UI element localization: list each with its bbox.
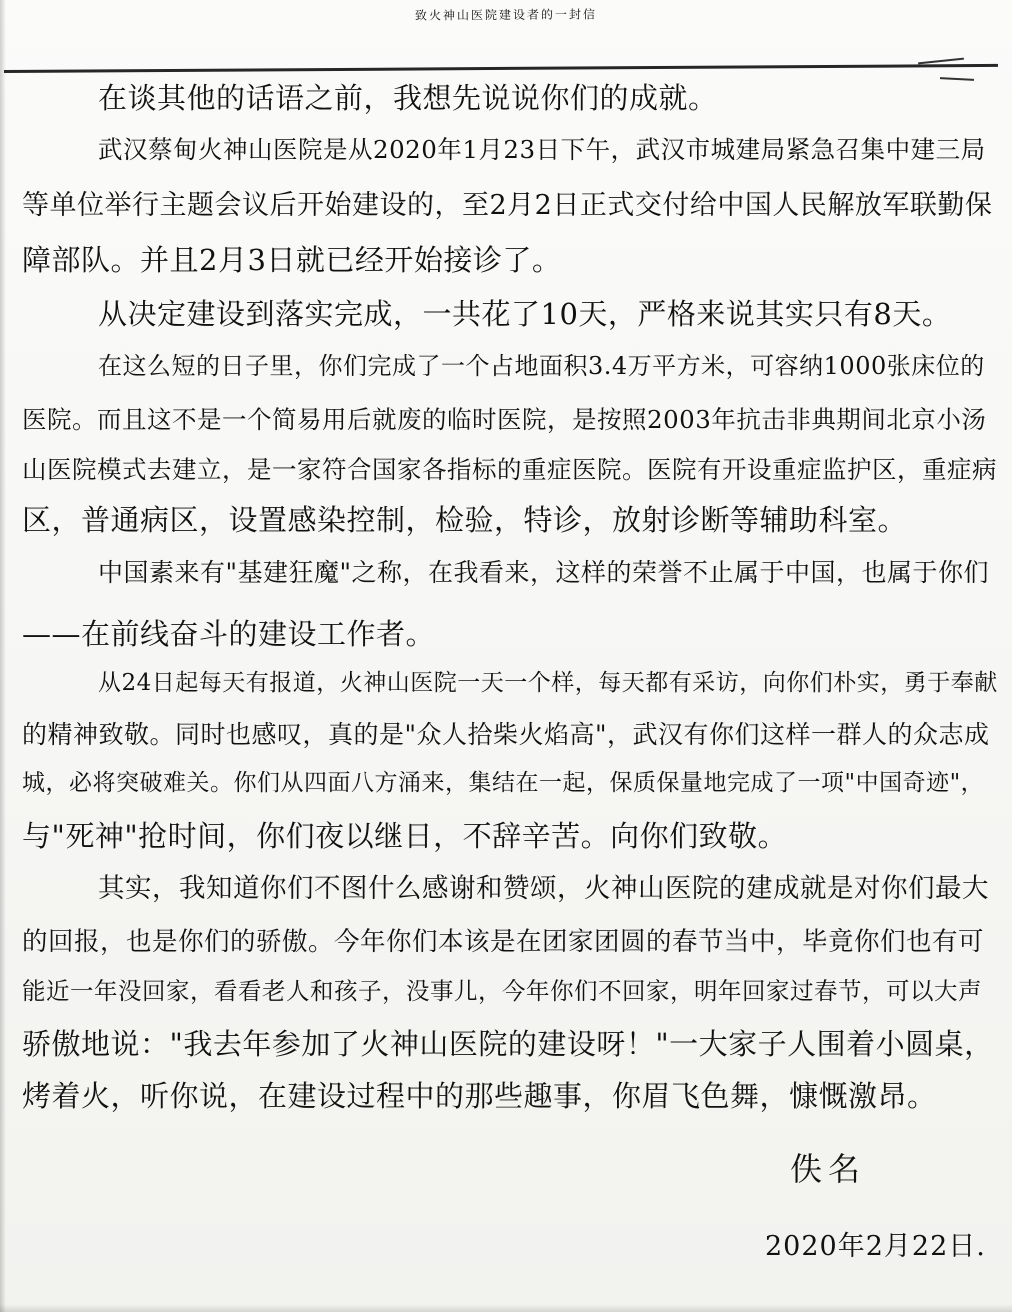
letter-line: 武汉蔡甸火神山医院是从2020年1月23日下午，武汉市城建局紧急召集中建三局 xyxy=(98,135,986,164)
letter-line: 中国素来有"基建狂魔"之称，在我看来，这样的荣誉不止属于中国，也属于你们 xyxy=(98,558,990,587)
ink-mark xyxy=(940,77,974,81)
letter-line: 的精神致敬。同时也感叹，真的是"众人拾柴火焰高"，武汉有你们这样一群人的众志成 xyxy=(22,720,990,749)
letter-line: 与"死神"抢时间，你们夜以继日，不辞辛苦。向你们致敬。 xyxy=(22,819,788,853)
letter-line: 区，普通病区，设置感染控制，检验，特诊，放射诊断等辅助科室。 xyxy=(22,503,908,537)
letter-line: 医院。而且这不是一个简易用后就废的临时医院，是按照2003年抗击非典期间北京小汤 xyxy=(22,405,987,434)
letter-line: 的回报，也是你们的骄傲。今年你们本该是在团家团圆的春节当中，毕竟你们也有可 xyxy=(22,927,985,957)
letter-line: 骄傲地说："我去年参加了火神山医院的建设呀！"一大家子人围着小圆桌， xyxy=(22,1027,994,1061)
letter-date: 2020年2月22日. xyxy=(765,1231,986,1262)
letter-line: 烤着火，听你说，在建设过程中的那些趣事，你眉飞色舞，慷慨激昂。 xyxy=(22,1079,937,1113)
letter-line: 山医院模式去建立，是一家符合国家各指标的重症医院。医院有开设重症监护区，重症病 xyxy=(22,455,997,484)
letter-title: 致火神山医院建设者的一封信 xyxy=(414,7,598,23)
page-bottom-shadow xyxy=(0,1304,1012,1312)
letter-line: ——在前线奋斗的建设工作者。 xyxy=(22,617,436,651)
signature: 佚名 xyxy=(790,1150,867,1188)
letter-line: 障部队。并且2月3日就已经开始接诊了。 xyxy=(22,243,562,277)
letter-line: 在这么短的日子里，你们完成了一个占地面积3.4万平方米，可容纳1000张床位的 xyxy=(98,352,985,380)
letter-line: 城，必将突破难关。你们从四面八方涌来，集结在一起，保质保量地完成了一项"中国奇迹"， xyxy=(22,770,985,796)
title-underline xyxy=(4,64,998,73)
letter-line: 从决定建设到落实完成，一共花了10天，严格来说其实只有8天。 xyxy=(98,297,952,331)
letter-line: 等单位举行主题会议后开始建设的，至2月2日正式交付给中国人民解放军联勤保 xyxy=(22,190,993,221)
letter-line: 在谈其他的话语之前，我想先说说你们的成就。 xyxy=(98,81,718,115)
page-edge-shadow xyxy=(0,0,6,1312)
letter-line: 从24日起每天有报道，火神山医院一天一个样，每天都有采访，向你们朴实，勇于奉献 xyxy=(98,670,998,696)
letter-line: 其实，我知道你们不图什么感谢和赞颂，火神山医院的建成就是对你们最大 xyxy=(98,873,989,904)
letter-line: 能近一年没回家，看看老人和孩子，没事儿，今年你们不回家，明年回家过春节，可以大声 xyxy=(22,977,982,1005)
